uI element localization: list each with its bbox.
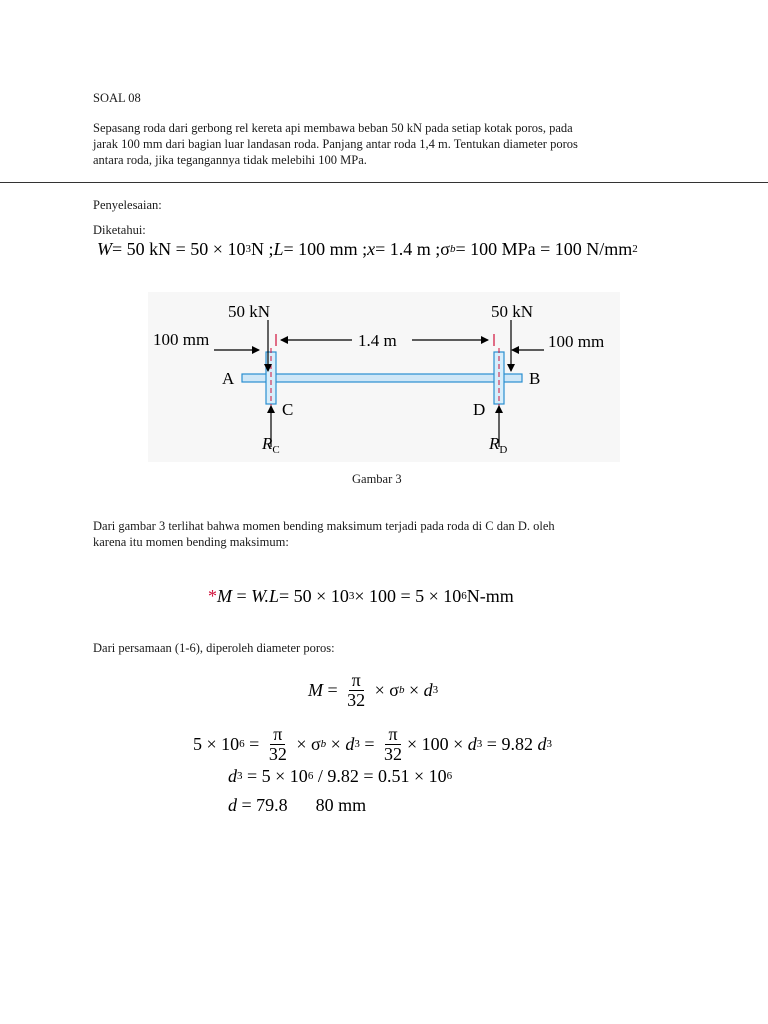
subscript: b <box>449 243 456 255</box>
fraction-numerator: π <box>385 725 400 745</box>
symbol-d: d <box>345 733 355 754</box>
symbol-x: x <box>367 238 376 259</box>
reaction-symbol: R <box>489 434 500 453</box>
solution-label: Penyelesaian: <box>93 198 162 212</box>
equation-text: × 100 = 5 × 10 <box>354 585 462 606</box>
symbol-M: M <box>217 585 232 606</box>
fraction-numerator: π <box>270 725 285 745</box>
paragraph-line: Dari gambar 3 terlihat bahwa momen bending maksimum terjadi pada roda di C dan D. oleh <box>93 519 555 533</box>
equation-text: = 79.8 <box>237 794 288 815</box>
problem-line: Sepasang roda dari gerbong rel kereta api membawa beban 50 kN pada setiap kotak poros, pada <box>93 121 573 135</box>
fraction-pi-32 <box>266 725 290 764</box>
equation-text: / 9.82 = 0.51 × 10 <box>313 765 447 786</box>
reaction-symbol: R <box>262 434 273 453</box>
equation-text: × 100 × <box>406 733 468 754</box>
paragraph-moment <box>93 518 693 550</box>
d-cubed-equation: d 3 = 5 × 10 6 / 9.82 = 0.51 × 10 6 <box>228 765 453 786</box>
star-marker: * <box>208 585 217 606</box>
fraction-pi-32 <box>344 671 368 710</box>
given-text: = 100 mm ; <box>283 238 368 259</box>
equation-text: = <box>244 733 264 754</box>
equation-text: = <box>232 585 252 606</box>
reaction-label-d <box>489 434 507 454</box>
equation-text: = 9.82 <box>482 733 538 754</box>
paragraph-line: karena itu momen bending maksimum: <box>93 535 289 549</box>
symbol-L: L <box>273 238 284 259</box>
point-label-b: B <box>529 369 541 388</box>
dim-label-left: 100 mm <box>153 330 210 349</box>
given-text: = 1.4 m ; <box>375 238 441 259</box>
equation-text: × <box>404 679 424 700</box>
given-text: N ; <box>250 238 274 259</box>
shaft <box>242 374 522 382</box>
subscript: b <box>399 684 405 696</box>
equation-text: N-mm <box>466 585 514 606</box>
fraction-denominator: 32 <box>268 743 287 764</box>
equation-text: = 5 × 10 <box>242 765 308 786</box>
symbol-d: d <box>467 733 477 754</box>
shaft-figure <box>148 292 620 462</box>
reaction-label-c <box>262 434 280 454</box>
dim-label-right: 100 mm <box>548 332 605 351</box>
load-label-right: 50 kN <box>491 302 534 321</box>
d-result-equation <box>228 792 366 818</box>
equation-text: = <box>359 733 379 754</box>
symbol-d: d <box>423 679 433 700</box>
symbol-d: d <box>228 765 237 786</box>
span-label: 1.4 m <box>358 331 397 350</box>
equation-text: 5 × 10 <box>193 733 240 754</box>
symbol-W: W <box>97 238 112 259</box>
point-label-d: D <box>473 400 486 419</box>
equation-text: × <box>326 733 346 754</box>
problem-statement <box>93 120 693 168</box>
symbol-d: d <box>228 794 237 815</box>
problem-line: jarak 100 mm dari bagian luar landasan roda. Panjang antar roda 1,4 m. Tentukan diameter poros <box>93 137 578 151</box>
calc-equation: 5 × 10 6 = $\frac{\pi}{32}$ × σ b × d 3 = $\frac{\pi}{32}$ × 100 × d 3 = 9.82 d 3 <box>193 723 552 764</box>
fraction-denominator: 32 <box>383 743 402 764</box>
symbol-M: M <box>308 679 323 700</box>
problem-line: antara roda, jika tegangannya tidak melebihi 100 MPa. <box>93 153 367 167</box>
symbol-WL: W.L <box>251 585 280 606</box>
given-text: = 100 MPa = 100 N/mm <box>455 238 633 259</box>
subscript: b <box>320 738 327 750</box>
page-title: SOAL 08 <box>93 91 141 105</box>
given-label: Diketahui: <box>93 223 146 237</box>
figure-caption: Gambar 3 <box>352 472 402 486</box>
moment-equation: * M = W.L = 50 × 10 3 × 100 = 5 × 10 6 N-mm <box>208 585 514 606</box>
point-label-a: A <box>222 369 235 388</box>
point-label-c: C <box>282 400 294 419</box>
given-equation: W = 50 kN = 50 × 10 3 N ; L = 100 mm ; x = 1.4 m ; σ b = 100 MPa = 100 N/mm 2 <box>97 238 638 259</box>
equation-text: × σ <box>291 733 321 754</box>
fraction-pi-32 <box>381 725 405 764</box>
fraction-denominator: 32 <box>347 689 366 710</box>
shaft-diagram <box>148 292 620 462</box>
symbol-sigma: σ <box>440 238 450 259</box>
formula-equation: M = $\frac{\pi}{32}$ × σ b × d 3 <box>308 669 439 710</box>
equation-text: × σ <box>370 679 400 700</box>
load-label-left: 50 kN <box>228 302 271 321</box>
subscript: D <box>499 444 508 456</box>
subscript: C <box>272 444 280 456</box>
diameter-result: 80 mm <box>315 794 367 815</box>
paragraph-diameter: Dari persamaan (1-6), diperoleh diameter poros: <box>93 641 335 655</box>
symbol-d: d <box>537 733 547 754</box>
given-text: = 50 kN = 50 × 10 <box>112 238 246 259</box>
equation-text: = 50 × 10 <box>279 585 349 606</box>
equation-text: = <box>323 679 343 700</box>
fraction-numerator: π <box>349 671 364 691</box>
section-divider <box>0 182 768 183</box>
